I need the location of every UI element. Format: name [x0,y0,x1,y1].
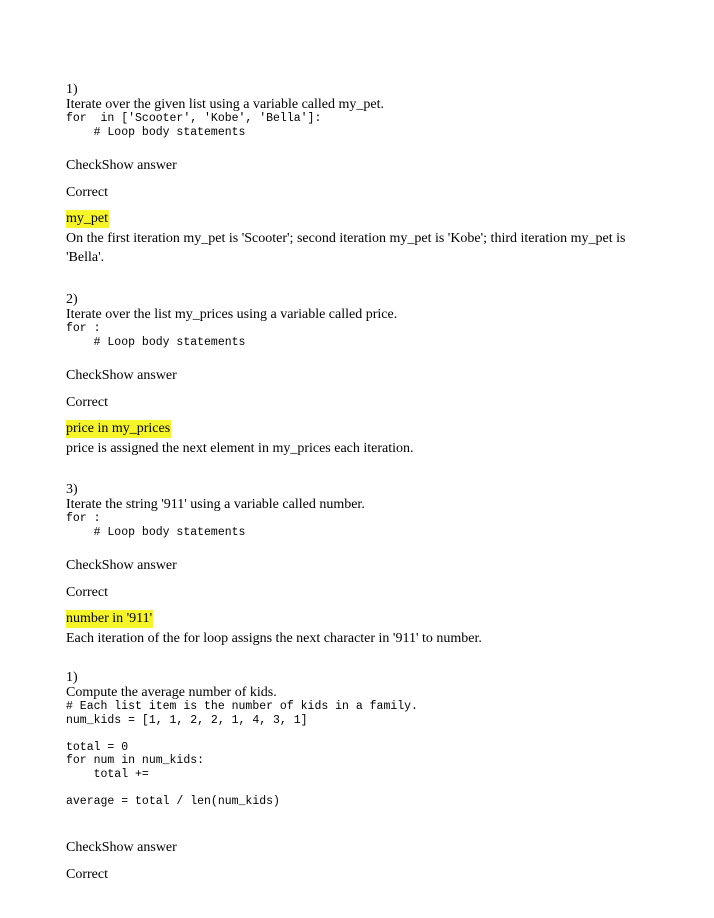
question-actions [66,158,646,174]
answer-highlight: price in my_prices [66,421,171,436]
question-number: 2) [66,292,78,307]
question-1 [66,82,646,267]
question-actions [66,368,646,384]
question-number: 1) [66,670,78,685]
show-answer-button[interactable]: Show answer [101,368,177,383]
status-text: Correct [66,185,108,200]
code-line: for : [66,322,101,335]
code-line: # Loop body statements [66,525,246,539]
answer-explanation: On the first iteration my_pet is 'Scooter'; second iteration my_pet is 'Kobe'; third iteration my_pet is 'Bella'. [66,231,626,265]
code-block [66,112,646,139]
check-button[interactable]: Check [66,558,102,573]
code-line: for : [66,512,101,525]
code-line: num_kids = [1, 1, 2, 2, 1, 4, 3, 1] [66,713,308,727]
code-block [66,322,646,349]
code-line: for num in num_kids: [66,754,205,767]
answer-explanation: price is assigned the next element in my_prices each iteration. [66,441,414,456]
question-prompt: Compute the average number of kids. [66,685,277,700]
code-line: # Loop body statements [66,335,246,349]
check-button[interactable]: Check [66,840,102,855]
status-text: Correct [66,867,108,882]
question-number: 3) [66,482,78,497]
code-line: for in ['Scooter', 'Kobe', 'Bella']: [66,112,322,125]
question-prompt: Iterate over the list my_prices using a variable called price. [66,307,398,322]
question-2 [66,292,646,458]
question-4 [66,670,646,883]
code-line: total = 0 [66,740,129,754]
status-text: Correct [66,395,108,410]
question-actions [66,840,646,856]
question-number: 1) [66,82,78,97]
code-line: total += [66,767,149,781]
answer-explanation: Each iteration of the for loop assigns the next character in '911' to number. [66,631,482,646]
question-prompt: Iterate the string '911' using a variable called number. [66,497,365,512]
check-button[interactable]: Check [66,368,102,383]
check-button[interactable]: Check [66,158,102,173]
code-line: # Loop body statements [66,125,246,139]
show-answer-button[interactable]: Show answer [101,558,177,573]
question-prompt: Iterate over the given list using a variable called my_pet. [66,97,384,112]
code-block [66,700,646,808]
show-answer-button[interactable]: Show answer [101,840,177,855]
status-text: Correct [66,585,108,600]
code-block [66,512,646,539]
show-answer-button[interactable]: Show answer [101,158,177,173]
question-actions [66,558,646,574]
answer-highlight: number in '911' [66,611,153,626]
question-3 [66,482,646,648]
answer-highlight: my_pet [66,211,108,226]
code-line: average = total / len(num_kids) [66,794,280,808]
document-page [66,82,646,883]
code-line: # Each list item is the number of kids in a family. [66,700,418,713]
